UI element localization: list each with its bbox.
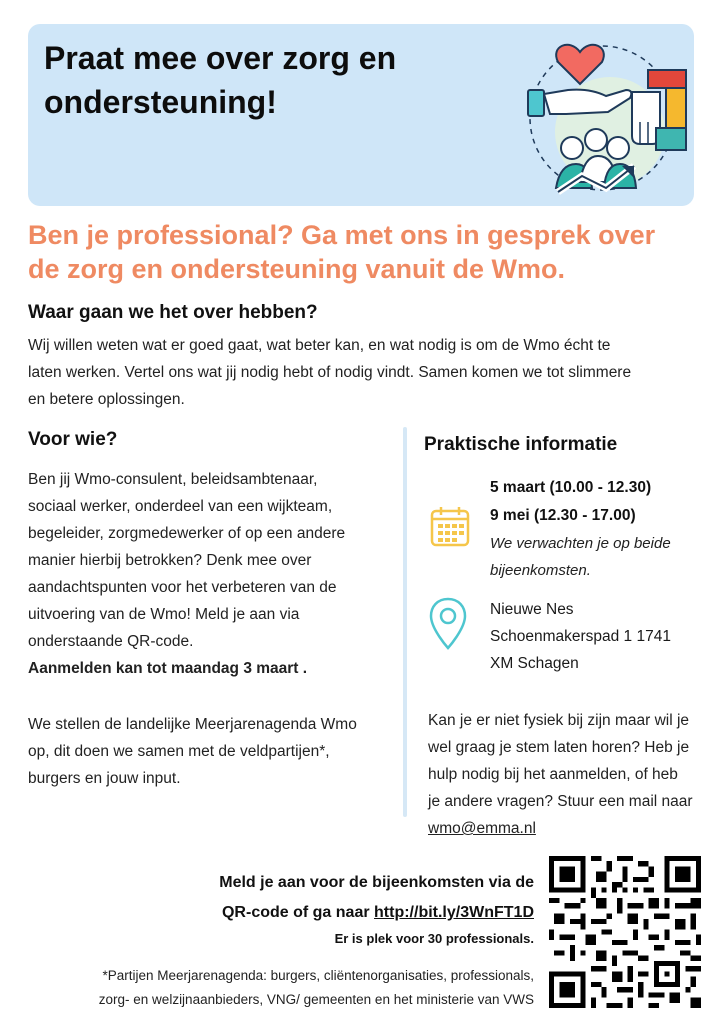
- questions-line: wel graag je stem laten horen? Heb je: [428, 739, 690, 756]
- qr-code-icon[interactable]: [549, 856, 701, 1008]
- calendar-icon: [430, 505, 470, 547]
- questions-text: [428, 707, 704, 842]
- email-link[interactable]: wmo@emma.nl: [428, 820, 536, 837]
- subtitle-heading: [28, 218, 698, 286]
- address-line-2: Schoenmakerspad 1 1741: [490, 628, 671, 645]
- page-title: [44, 36, 464, 124]
- event-date-2: 9 mei (12.30 - 17.00): [490, 507, 636, 524]
- audience-heading: Voor wie?: [28, 429, 118, 450]
- header-banner: [28, 24, 694, 206]
- subtitle-line-2: de zorg en ondersteuning vanuit de Wmo.: [28, 254, 566, 284]
- location-pin-icon: [428, 596, 468, 652]
- topic-line: en betere oplossingen.: [28, 391, 185, 408]
- title-line-1: Praat mee over zorg en: [44, 40, 397, 76]
- column-divider: [403, 427, 407, 817]
- title-line-2: ondersteuning!: [44, 84, 277, 120]
- footnote-line-2: zorg- en welzijnaanbieders, VNG/ gemeenten en het ministerie van VWS: [98, 992, 534, 1007]
- agenda-text: [28, 711, 388, 792]
- capacity-note: Er is plek voor 30 professionals.: [334, 931, 534, 946]
- footnote: [30, 964, 534, 1012]
- audience-line: begeleider, zorgmedewerker of op een andere: [28, 525, 346, 542]
- topic-heading: Waar gaan we het over hebben?: [28, 302, 318, 323]
- audience-line: aandachtspunten voor het verbeteren van de: [28, 579, 337, 596]
- registration-link[interactable]: http://bit.ly/3WnFT1D: [374, 904, 534, 921]
- address-line-1: Nieuwe Nes: [490, 601, 574, 618]
- audience-line: sociaal werker, onderdeel van een wijkteam,: [28, 498, 333, 515]
- cta-line-1: Meld je aan voor de bijeenkomsten via de: [219, 874, 534, 891]
- cta-line-2-prefix: QR-code of ga naar: [221, 904, 375, 921]
- audience-line: uitvoering van de Wmo! Meld je aan via: [28, 606, 300, 623]
- questions-line: Kan je er niet fysiek bij zijn maar wil je: [428, 712, 690, 729]
- attendance-note-line-1: We verwachten je op beide: [490, 535, 671, 552]
- agenda-line: We stellen de landelijke Meerjarenagenda Wmo: [28, 716, 357, 733]
- topic-line: laten werken. Vertel ons wat jij nodig hebt of nodig vindt. Samen komen we tot slimmere: [28, 364, 632, 381]
- audience-line: manier hierbij betrokken? Denk mee over: [28, 552, 312, 569]
- agenda-line: burgers en jouw input.: [28, 770, 181, 787]
- audience-line: Ben jij Wmo-consulent, beleidsambtenaar,: [28, 471, 318, 488]
- questions-line: hulp nodig bij het aanmelden, of heb: [428, 766, 678, 783]
- practical-info-heading: Praktische informatie: [424, 434, 618, 455]
- footnote-line-1: *Partijen Meerjarenagenda: burgers, cliëntenorganisaties, professionals,: [102, 968, 534, 983]
- topic-text: [28, 332, 688, 413]
- collaboration-illustration-icon: [510, 32, 690, 202]
- topic-line: Wij willen weten wat er goed gaat, wat beter kan, en wat nodig is om de Wmo écht te: [28, 337, 611, 354]
- event-date-1: 5 maart (10.00 - 12.30): [490, 479, 652, 496]
- subtitle-line-1: Ben je professional? Ga met ons in gesprek over: [28, 220, 656, 250]
- agenda-line: op, dit doen we samen met de veldpartijen*,: [28, 743, 330, 760]
- attendance-note-line-2: bijeenkomsten.: [490, 562, 591, 579]
- audience-text: [28, 466, 380, 682]
- registration-deadline: Aanmelden kan tot maandag 3 maart .: [28, 660, 308, 677]
- registration-cta: [150, 868, 534, 950]
- address-line-3: XM Schagen: [490, 655, 579, 672]
- event-dates: [490, 474, 700, 584]
- event-address: [490, 596, 700, 677]
- audience-line: onderstaande QR-code.: [28, 633, 194, 650]
- questions-line: je andere vragen? Stuur een mail naar: [428, 793, 693, 810]
